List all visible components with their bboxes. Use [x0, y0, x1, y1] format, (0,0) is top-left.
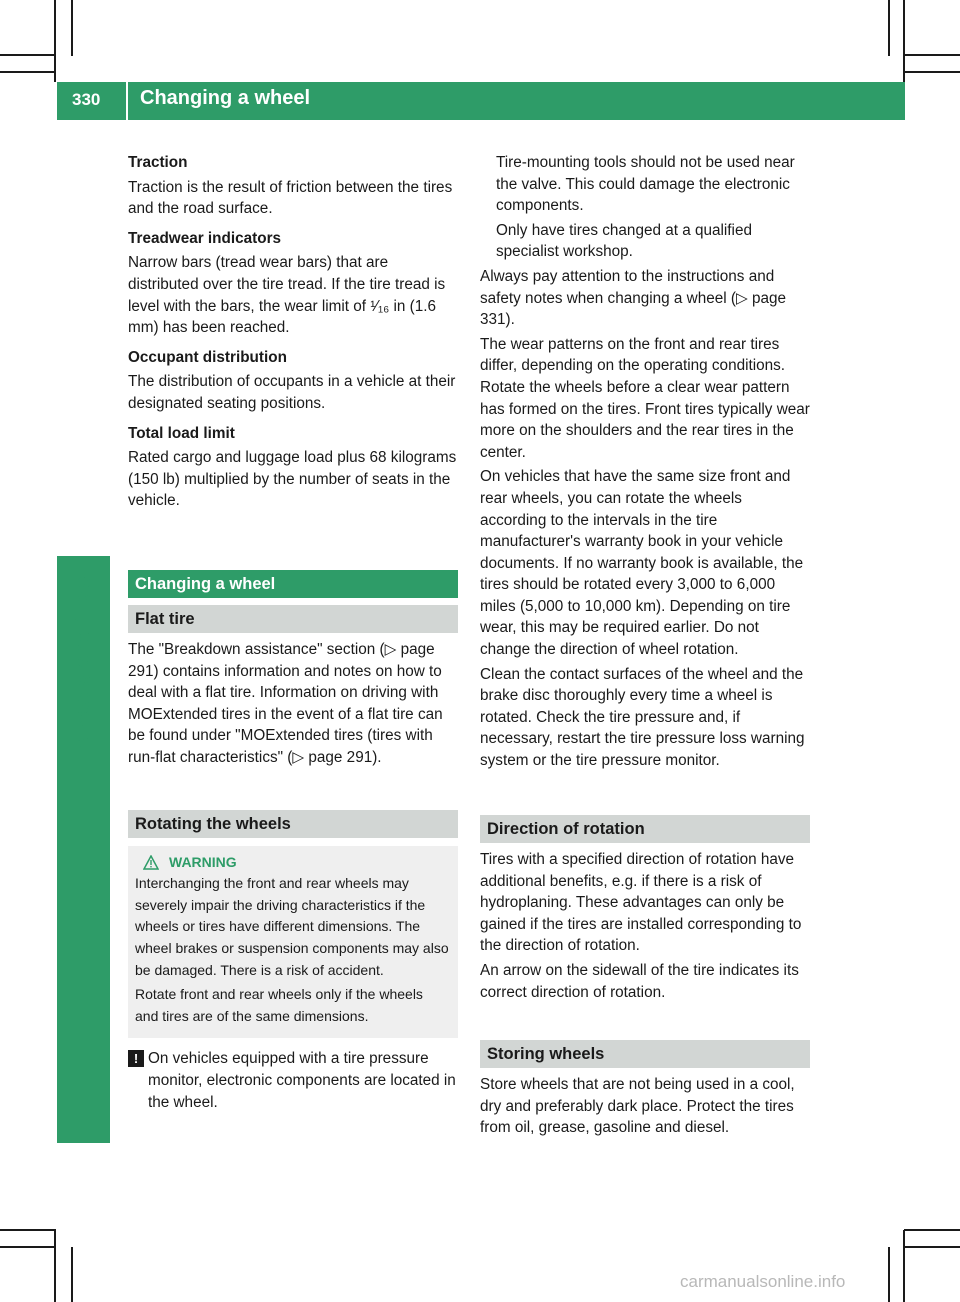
right-column-lower [480, 815, 810, 1142]
warning-text-2: Rotate front and rear wheels only if the wheels and tires are of the same dimensions. [135, 986, 423, 1024]
crop-mark [0, 1246, 56, 1248]
exclamation-icon: ! [128, 1050, 144, 1067]
warning-text-1: Interchanging the front and rear wheels may severely impair the driving characteristics if the wheels or tires have different dimensions. The wheel brakes or suspension components may also be damaged. There is a risk of accident. [135, 875, 449, 978]
warning-box [128, 846, 458, 1039]
direction-text-2: An arrow on the sidewall of the tire indicates its correct direction of rotation. [480, 961, 799, 1001]
right-column [480, 152, 812, 775]
section-changing-wheel: Changing a wheel [128, 570, 458, 598]
note-text: On vehicles equipped with a tire pressure monitor, electronic components are located in the wheel. [148, 1050, 456, 1111]
crop-mark [888, 1247, 890, 1302]
note-continuation [480, 152, 812, 263]
header-divider [126, 82, 128, 120]
rotating-heading: Rotating the wheels [128, 810, 458, 838]
direction-heading: Direction of rotation [480, 815, 810, 843]
crop-mark [54, 0, 56, 82]
traction-heading: Traction [128, 154, 188, 171]
page-title: Changing a wheel [140, 87, 311, 109]
crop-mark [904, 1246, 960, 1248]
storing-text: Store wheels that are not being used in a cool, dry and preferably dark place. Protect the tires from oil, grease, gasoline and diesel. [480, 1076, 795, 1137]
direction-text-1: Tires with a specified direction of rotation have additional benefits, e.g. if there is a risk of hydroplaning. These advantages can only be gained if the tires are installed corresponding to the direction of rotation. [480, 851, 802, 955]
note-continuation-1: Tire-mounting tools should not be used near the valve. This could damage the electronic components. [496, 154, 795, 215]
traction-text: Traction is the result of friction between the tires and the road surface. [128, 178, 453, 218]
note-continuation-2: Only have tires changed at a qualified specialist workshop. [496, 221, 752, 261]
crop-mark [0, 54, 56, 56]
left-column-lower [128, 570, 458, 1116]
warning-title-row [135, 852, 450, 874]
rotation-para-2: The wear patterns on the front and rear tires differ, depending on the operating conditions. Rotate the wheels before a clear wear pattern has formed on the tires. Front tires typically wear more on the shoulders and the rear tires in the center. [480, 335, 810, 461]
crop-mark [71, 0, 73, 56]
rotation-para-1: Always pay attention to the instructions and safety notes when changing a wheel (▷ page 331). [480, 267, 787, 329]
occupant-text: The distribution of occupants in a vehicle at their designated seating positions. [128, 373, 456, 412]
crop-mark [888, 0, 890, 56]
crop-mark [0, 71, 56, 73]
rotation-para-3: On vehicles that have the same size front and rear wheels, you can rotate the wheels according to the intervals in the tire manufacturer's warranty book in your vehicle documents. If no warranty book is available, the tires should be rotated every 3,000 to 6,000 miles (5,000 to 10,000 km). Depending on tire wear, this may be required earlier. Do not change the direction of wheel rotation. [480, 468, 804, 659]
crop-mark [54, 1230, 56, 1302]
crop-mark [904, 71, 960, 73]
crop-mark [0, 1229, 56, 1231]
chapter-label: Wheels and tires [70, 576, 95, 751]
occupant-heading: Occupant distribution [128, 348, 287, 366]
flat-tire-text: The "Breakdown assistance" section (▷ page 291) contains information and notes on how to deal with a flat tire. Information on driving with MOExtended tires in the event of a flat tire can be found under "MOExtended tires (tires with run-flat characteristics" (▷ page 291). [128, 641, 443, 766]
warning-title: WARNING [169, 853, 237, 870]
flat-tire-heading: Flat tire [128, 605, 458, 633]
left-column [128, 152, 460, 515]
crop-mark [903, 1230, 905, 1302]
treadwear-text: Narrow bars (tread wear bars) that are distributed over the tire tread. If the tire tread is level with the bars, the wear limit of ¹⁄₁₆ in (1.6 mm) has been reached. [128, 254, 446, 337]
crop-mark [71, 1247, 73, 1302]
page-number: 330 [72, 90, 101, 109]
load-text: Rated cargo and luggage load plus 68 kilograms (150 lb) multiplied by the number of seats in the vehicle. [128, 449, 457, 510]
note-item [128, 1048, 458, 1116]
load-heading: Total load limit [128, 424, 235, 442]
warning-triangle-icon [143, 855, 159, 870]
storing-heading: Storing wheels [480, 1040, 810, 1068]
crop-mark [904, 1229, 960, 1231]
crop-mark [904, 54, 960, 56]
rotation-para-4: Clean the contact surfaces of the wheel and the brake disc thoroughly every time a wheel is rotated. Check the tire pressure and, if necessary, restart the tire pressure loss warning system or the tire pressure monitor. [480, 665, 805, 770]
crop-mark [903, 0, 905, 82]
treadwear-heading: Treadwear indicators [128, 229, 282, 247]
watermark: carmanualsonline.info [680, 1272, 846, 1291]
